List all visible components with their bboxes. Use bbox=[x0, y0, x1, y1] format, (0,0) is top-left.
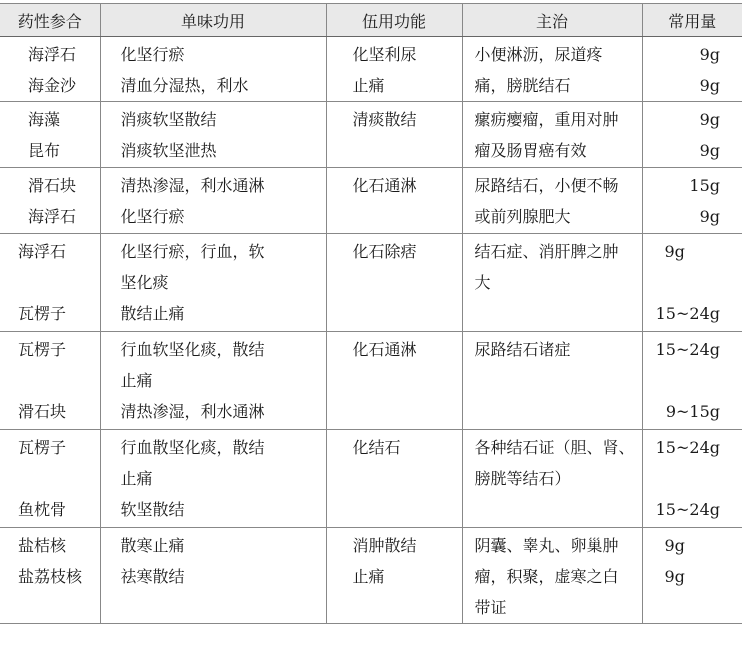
header-dosage: 常用量 bbox=[642, 4, 742, 37]
herb-name: 滑石块 bbox=[28, 176, 77, 195]
indication-text: 小便淋沥，尿道疼 bbox=[474, 45, 603, 64]
herb-name: 滑石块 bbox=[18, 402, 67, 421]
indication-text: 瘰疬瘿瘤，重用对肿 bbox=[474, 110, 619, 129]
indication-cell bbox=[462, 430, 642, 528]
combined-text: 止痛 bbox=[352, 567, 385, 586]
combined-cell bbox=[326, 332, 462, 430]
indication-text: 尿路结石诸症 bbox=[474, 340, 571, 359]
herb-cell bbox=[0, 168, 100, 234]
indication-text: 各种结石证（胆、肾、 bbox=[474, 438, 635, 457]
combined-text: 化石除痞 bbox=[352, 242, 417, 261]
herb-name: 鱼枕骨 bbox=[18, 500, 67, 519]
combined-text: 清痰散结 bbox=[352, 110, 417, 129]
function-text: 软坚散结 bbox=[120, 500, 185, 519]
herb-name: 盐桔核 bbox=[18, 536, 67, 555]
herb-pairing-table bbox=[0, 3, 742, 624]
herb-name: 瓦楞子 bbox=[18, 340, 67, 359]
indication-text: 带证 bbox=[474, 598, 507, 617]
function-text: 行血软坚化痰，散结 bbox=[120, 340, 265, 359]
indication-text: 大 bbox=[474, 273, 491, 292]
dose-cell bbox=[642, 234, 742, 332]
table-row bbox=[0, 102, 742, 168]
combined-text: 化石通淋 bbox=[352, 176, 417, 195]
function-cell bbox=[100, 37, 326, 102]
dose-value: 9g bbox=[664, 567, 685, 586]
function-cell bbox=[100, 102, 326, 168]
dose-cell bbox=[642, 528, 742, 624]
function-text: 化坚行瘀 bbox=[120, 45, 185, 64]
indication-text: 尿路结石，小便不畅 bbox=[474, 176, 619, 195]
table-row bbox=[0, 37, 742, 102]
function-text: 化坚行瘀 bbox=[120, 207, 185, 226]
function-text: 清热渗湿，利水通淋 bbox=[120, 176, 265, 195]
dose-value: 15~24g bbox=[655, 304, 720, 323]
function-text: 坚化痰 bbox=[120, 273, 169, 292]
function-text: 散结止痛 bbox=[120, 304, 185, 323]
combined-cell bbox=[326, 430, 462, 528]
indication-cell bbox=[462, 37, 642, 102]
header-indications: 主治 bbox=[462, 4, 642, 37]
combined-text: 化结石 bbox=[352, 438, 401, 457]
combined-text: 化坚利尿 bbox=[352, 45, 417, 64]
herb-name: 盐荔枝核 bbox=[18, 567, 83, 586]
herb-name: 海浮石 bbox=[18, 242, 67, 261]
table-row bbox=[0, 234, 742, 332]
table-row bbox=[0, 332, 742, 430]
dose-value: 9~15g bbox=[665, 402, 720, 421]
indication-text: 膀胱等结石） bbox=[474, 469, 571, 488]
herb-name: 海浮石 bbox=[28, 45, 77, 64]
function-text: 散寒止痛 bbox=[120, 536, 185, 555]
dose-cell bbox=[642, 332, 742, 430]
herb-name: 海金沙 bbox=[28, 76, 77, 95]
function-text: 行血散坚化痰，散结 bbox=[120, 438, 265, 457]
function-text: 消痰软坚散结 bbox=[120, 110, 217, 129]
indication-cell bbox=[462, 528, 642, 624]
header-single-function: 单味功用 bbox=[100, 4, 326, 37]
function-cell bbox=[100, 430, 326, 528]
dose-value: 9g bbox=[699, 141, 720, 160]
herb-name: 海藻 bbox=[28, 110, 61, 129]
herb-cell bbox=[0, 332, 100, 430]
dose-value: 9g bbox=[699, 76, 720, 95]
dose-value: 9g bbox=[699, 45, 720, 64]
combined-text: 止痛 bbox=[352, 76, 385, 95]
table-row bbox=[0, 430, 742, 528]
herb-cell bbox=[0, 430, 100, 528]
herb-cell bbox=[0, 528, 100, 624]
function-text: 化坚行瘀，行血，软 bbox=[120, 242, 265, 261]
function-cell bbox=[100, 332, 326, 430]
indication-text: 阴囊、睾丸、卵巢肿 bbox=[474, 536, 619, 555]
indication-text: 痛，膀胱结石 bbox=[474, 76, 571, 95]
function-text: 清血分湿热，利水 bbox=[120, 76, 249, 95]
dose-value: 15~24g bbox=[655, 500, 720, 519]
indication-cell bbox=[462, 332, 642, 430]
combined-cell bbox=[326, 168, 462, 234]
combined-cell bbox=[326, 102, 462, 168]
indication-text: 结石症、消肝脾之肿 bbox=[474, 242, 619, 261]
dose-cell bbox=[642, 37, 742, 102]
header-herb-pairing: 药性参合 bbox=[0, 4, 100, 37]
dose-value: 9g bbox=[664, 242, 685, 261]
dose-cell bbox=[642, 168, 742, 234]
combined-cell bbox=[326, 234, 462, 332]
table-row bbox=[0, 168, 742, 234]
dose-value: 15~24g bbox=[655, 438, 720, 457]
indication-cell bbox=[462, 102, 642, 168]
dose-cell bbox=[642, 430, 742, 528]
dose-value: 9g bbox=[699, 110, 720, 129]
herb-cell bbox=[0, 102, 100, 168]
function-text: 止痛 bbox=[120, 469, 153, 488]
header-combined-function: 伍用功能 bbox=[326, 4, 462, 37]
dose-value: 9g bbox=[699, 207, 720, 226]
function-cell bbox=[100, 528, 326, 624]
combined-text: 化石通淋 bbox=[352, 340, 417, 359]
function-cell bbox=[100, 234, 326, 332]
function-text: 消痰软坚泄热 bbox=[120, 141, 217, 160]
function-cell bbox=[100, 168, 326, 234]
herb-name: 海浮石 bbox=[28, 207, 77, 226]
function-text: 清热渗湿，利水通淋 bbox=[120, 402, 265, 421]
dose-value: 15~24g bbox=[655, 340, 720, 359]
herb-name: 昆布 bbox=[28, 141, 61, 160]
header-row bbox=[0, 4, 742, 37]
dose-value: 9g bbox=[664, 536, 685, 555]
indication-text: 瘤及肠胃癌有效 bbox=[474, 141, 587, 160]
indication-text: 或前列腺肥大 bbox=[474, 207, 571, 226]
dose-value: 15g bbox=[689, 176, 720, 195]
herb-cell bbox=[0, 37, 100, 102]
indication-cell bbox=[462, 234, 642, 332]
table-row bbox=[0, 528, 742, 624]
indication-cell bbox=[462, 168, 642, 234]
function-text: 止痛 bbox=[120, 371, 153, 390]
herb-cell bbox=[0, 234, 100, 332]
function-text: 祛寒散结 bbox=[120, 567, 185, 586]
dose-cell bbox=[642, 102, 742, 168]
herb-name: 瓦楞子 bbox=[18, 438, 67, 457]
combined-cell bbox=[326, 37, 462, 102]
combined-text: 消肿散结 bbox=[352, 536, 417, 555]
indication-text: 瘤，积聚，虚寒之白 bbox=[474, 567, 619, 586]
herb-name: 瓦楞子 bbox=[18, 304, 67, 323]
combined-cell bbox=[326, 528, 462, 624]
